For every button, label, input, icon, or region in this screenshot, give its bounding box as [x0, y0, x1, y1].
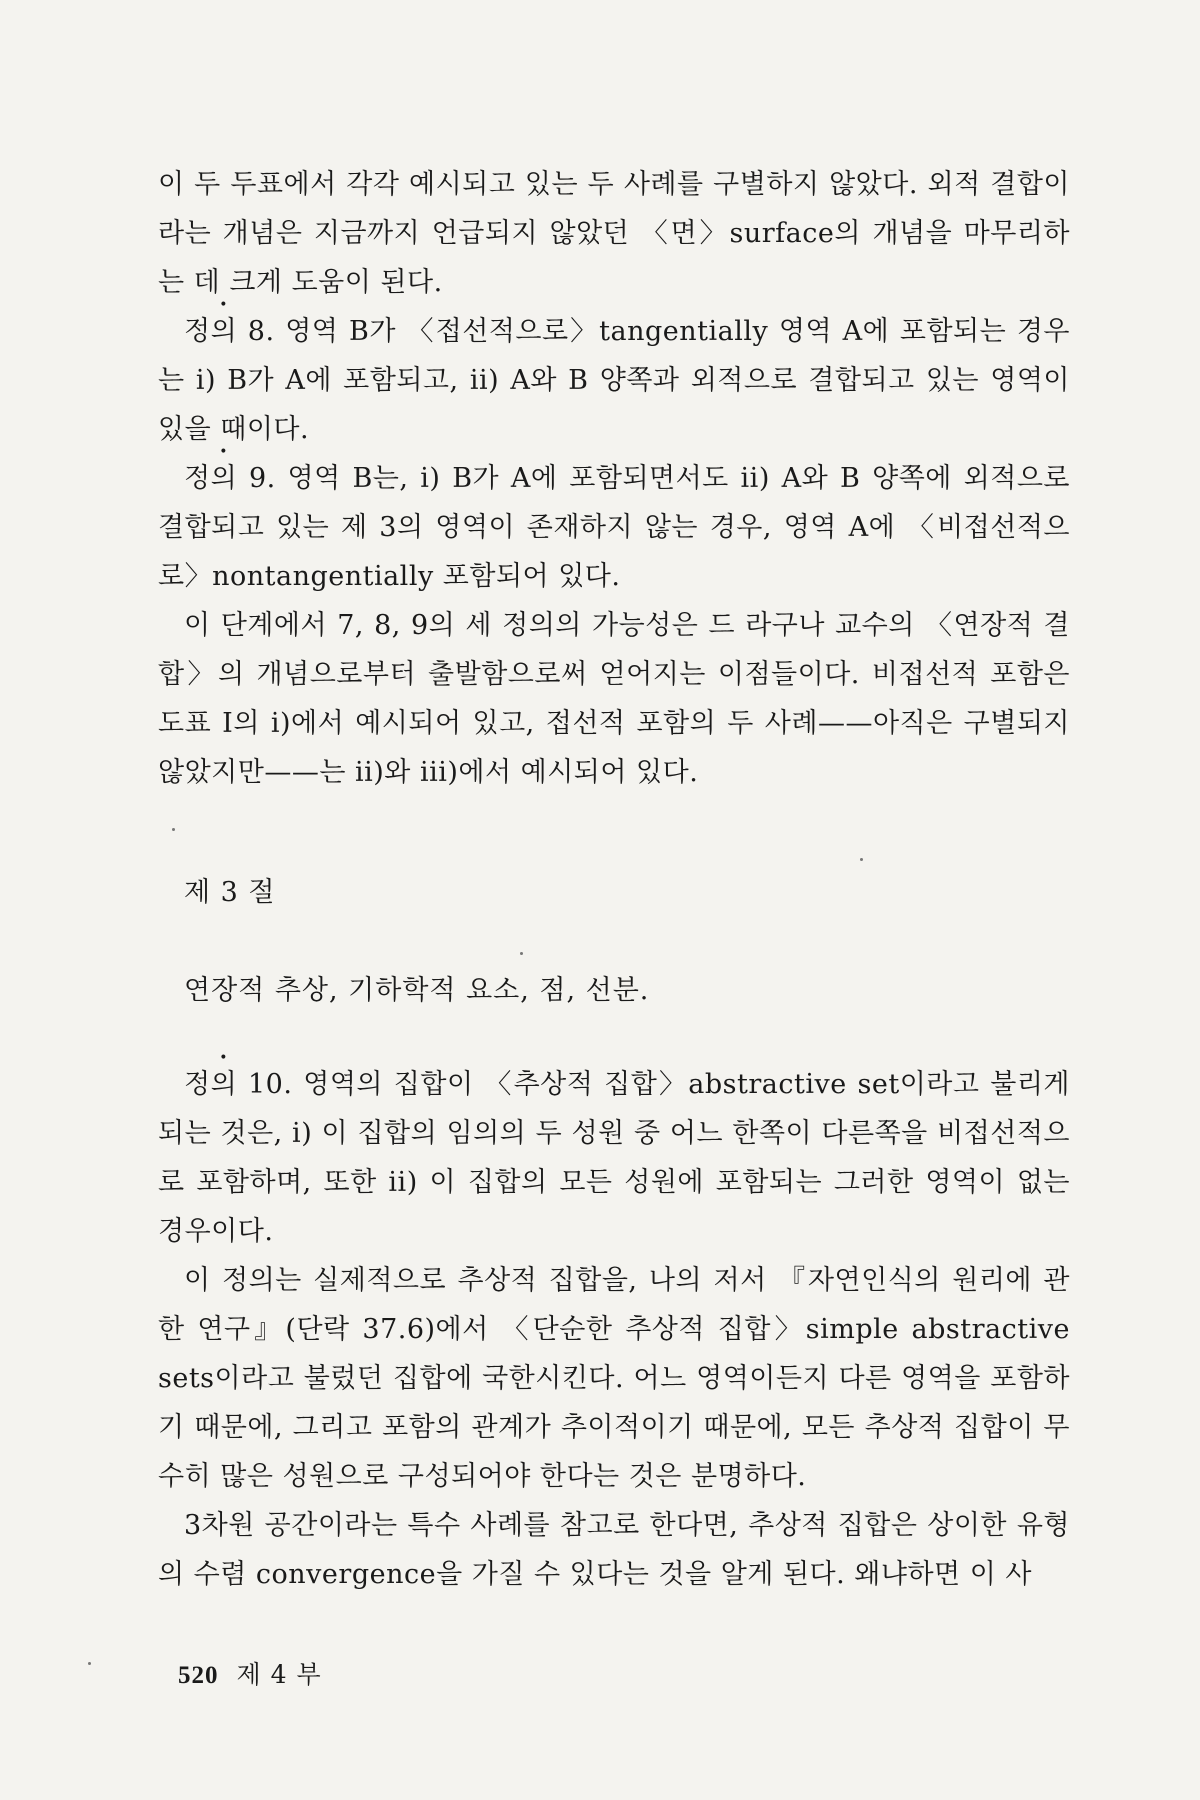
definition-9-text: 9. 영역 B는, i) B가 A에 포함되면서도 ii) A와 B 양쪽에 외적으로 결합되고 있는 제 3의 영역이 존재하지 않는 경우, 영역 A에 〈비접선적으로〉nontangentially 포함되어 있다.	[158, 463, 1070, 592]
part-label: 제 4 부	[236, 1660, 322, 1689]
paper-speck	[860, 858, 863, 861]
definition-label: 정의	[184, 1069, 238, 1100]
paper-speck	[88, 1662, 91, 1665]
paper-speck	[172, 828, 175, 831]
page-footer	[178, 1655, 322, 1691]
definition-8-text: 8. 영역 B가 〈접선적으로〉tangentially 영역 A에 포함되는 경우는 i) B가 A에 포함되고, ii) A와 B 양쪽과 외적으로 결합되고 있는 영역이 있을 때이다.	[158, 316, 1070, 445]
section-subtitle: 연장적 추상, 기하학적 요소, 점, 선분.	[184, 975, 650, 1006]
paragraph-convergence: 3차원 공간이라는 특수 사례를 참고로 한다면, 추상적 집합은 상이한 유형의 수렴 convergence을 가질 수 있다는 것을 알게 된다. 왜냐하면 이 사	[158, 1510, 1070, 1590]
paragraph-definition-10	[158, 1060, 1070, 1256]
paragraph-de-laguna: 이 단계에서 7, 8, 9의 세 정의의 가능성은 드 라구나 교수의 〈연장적 결합〉의 개념으로부터 출발함으로써 얻어지는 이점들이다. 비접선적 포함은 도표 I의 i)에서 예시되어 있고, 접선적 포함의 두 사례——아직은 구별되지 않았지만——는 ii)와 iii)에서 예시되어 있다.	[158, 610, 1070, 788]
definition-label: 정의	[184, 316, 238, 347]
paragraph-definition-9	[158, 454, 1070, 601]
paragraph-abstractive-sets: 이 정의는 실제적으로 추상적 집합을, 나의 저서 『자연인식의 원리에 관한 연구』(단락 37.6)에서 〈단순한 추상적 집합〉simple abstractive sets이라고 불렀던 집합에 국한시킨다. 어느 영역이든지 다른 영역을 포함하기 때문에, 그리고 포함의 관계가 추이적이기 때문에, 모든 추상적 집합이 무수히 많은 성원으로 구성되어야 한다는 것은 분명하다.	[158, 1265, 1070, 1492]
definition-10-text: 10. 영역의 집합이 〈추상적 집합〉abstractive set이라고 불리게 되는 것은, i) 이 집합의 임의의 두 성원 중 어느 한쪽이 다른쪽을 비접선적으로 포함하며, 또한 ii) 이 집합의 모든 성원에 포함되는 그러한 영역이 없는 경우이다.	[158, 1069, 1070, 1247]
paper-speck	[520, 952, 523, 955]
text-block-bottom	[158, 1060, 1070, 1599]
paragraph-definition-8	[158, 307, 1070, 454]
text-block-top	[158, 160, 1070, 797]
page-number: 520	[178, 1662, 219, 1689]
paragraph-surface-concept: 이 두 두표에서 각각 예시되고 있는 두 사례를 구별하지 않았다. 외적 결합이라는 개념은 지금까지 언급되지 않았던 〈면〉surface의 개념을 마무리하는 데 크게 도움이 된다.	[158, 169, 1070, 298]
section-heading: 제 3 절	[184, 877, 276, 908]
definition-label: 정의	[184, 463, 238, 494]
